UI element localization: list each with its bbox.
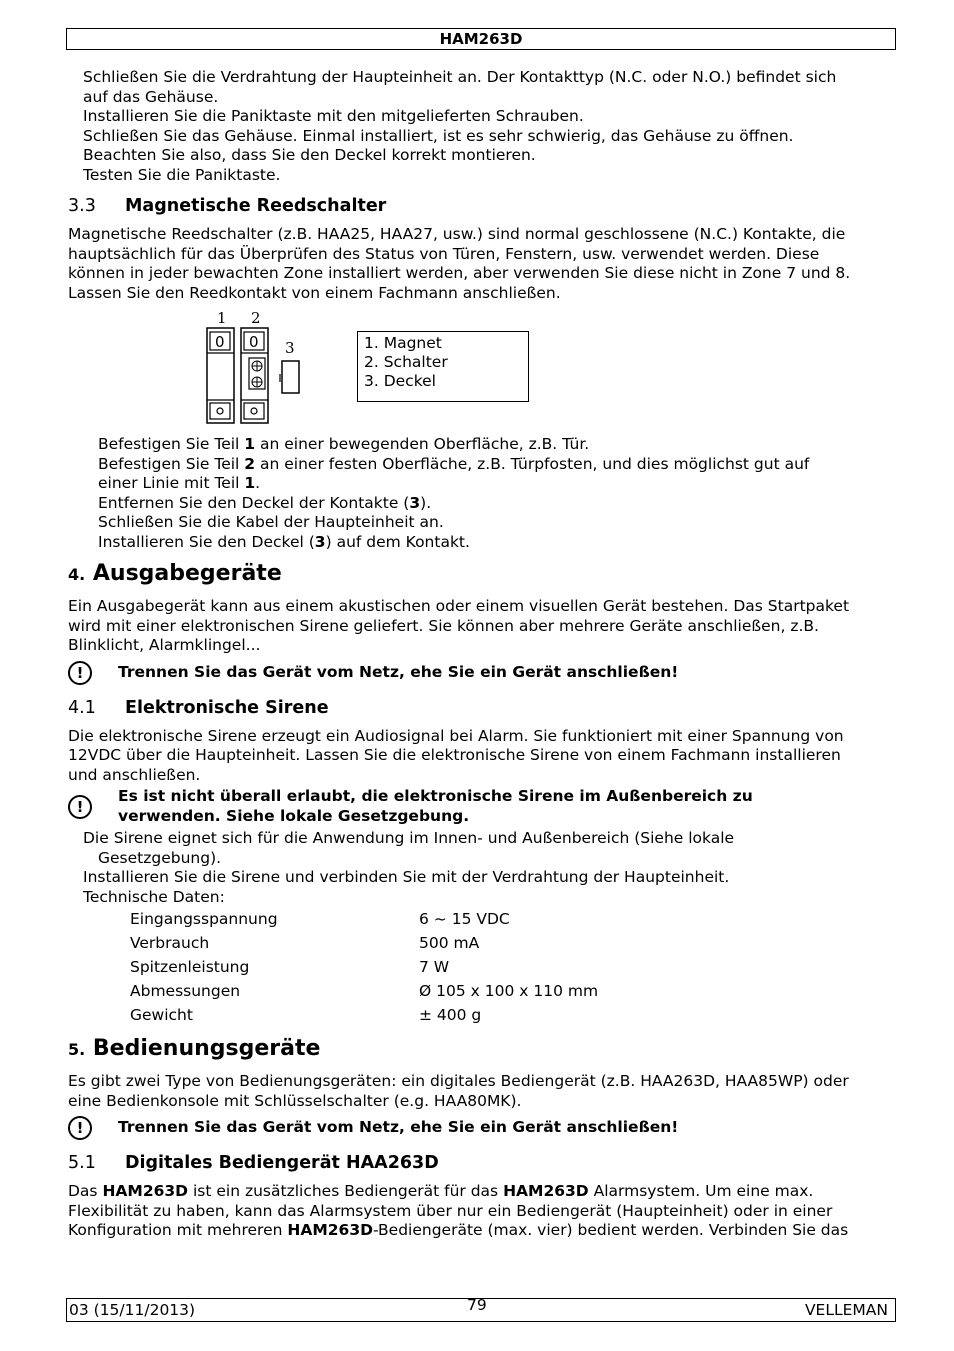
table-row: Spitzenleistung 7 W: [130, 958, 450, 976]
step-line: Befestigen Sie Teil 2 an einer festen Oberfläche, z.B. Türpfosten, und dies möglichst gut auf: [98, 454, 810, 473]
cover-part: [280, 361, 299, 393]
legend-item: 3. Deckel: [364, 372, 436, 390]
step-line: einer Linie mit Teil 1.: [98, 474, 261, 492]
section-heading-3-3: [68, 195, 890, 217]
body-line: hauptsächlich für das Überprüfen des Status von Türen, Fenstern, usw. verwendet werden. Diese: [68, 244, 820, 263]
part-label-3: 3: [285, 339, 295, 357]
intro-line: Installieren Sie die Paniktaste mit den mitgelieferten Schrauben.: [83, 107, 584, 125]
warning-notice: [68, 787, 890, 826]
section-heading-4: [68, 560, 890, 589]
section-heading-5-1: [68, 1152, 890, 1174]
body-line: Das HAM263D ist ein zusätzliches Bediengerät für das HAM263D Alarmsystem. Um eine max.: [68, 1182, 814, 1200]
body-line: und anschließen.: [68, 765, 201, 784]
body-line: Die elektronische Sirene erzeugt ein Audiosignal bei Alarm. Sie funktioniert mit einer Spannung von: [68, 726, 844, 745]
svg-text:0: 0: [249, 333, 259, 351]
section-body-5-1: [68, 1182, 890, 1241]
part-label-1: 1: [217, 310, 227, 327]
section-title: Bedienungsgeräte: [92, 1036, 321, 1061]
body-line: eine Bedienkonsole mit Schlüsselschalter (e.g. HAA80MK).: [68, 1091, 522, 1110]
section-number: 4.: [68, 565, 86, 584]
reed-switch-figure: [68, 310, 890, 435]
legend-item: 1. Magnet: [364, 334, 442, 352]
page-content: [68, 68, 890, 1241]
figure-legend: [357, 331, 529, 402]
intro-line: Beachten Sie also, dass Sie den Deckel korrekt montieren.: [83, 146, 536, 164]
body-line: Flexibilität zu haben, kann das Alarmsystem über nur ein Bediengerät (Haupteinheit) oder in einer: [68, 1201, 833, 1220]
intro-steps: [68, 68, 890, 185]
note-line: Installieren Sie die Sirene und verbinden Sie mit der Verdrahtung der Haupteinheit.: [83, 868, 730, 886]
warning-text: Trennen Sie das Gerät vom Netz, ehe Sie ein Gerät anschließen!: [118, 662, 679, 681]
page-number: 79: [467, 1296, 487, 1314]
body-line: Konfiguration mit mehreren HAM263D-Bediengeräte (max. vier) bedient werden. Verbinden Sie das: [68, 1221, 849, 1239]
body-line: Lassen Sie den Reedkontakt von einem Fachmann anschließen.: [68, 283, 561, 302]
intro-line: Testen Sie die Paniktaste.: [83, 165, 281, 184]
table-row: Gewicht ± 400 g: [130, 1006, 482, 1024]
warning-icon: !: [68, 1116, 92, 1140]
section-title: Ausgabegeräte: [92, 561, 282, 586]
warning-notice: [68, 1116, 890, 1140]
body-line: Ein Ausgabegerät kann aus einem akustischen oder einem visuellen Gerät bestehen. Das Startpaket: [68, 597, 850, 615]
step-line: Befestigen Sie Teil 1 an einer bewegenden Oberfläche, z.B. Tür.: [98, 435, 590, 453]
warning-text: Trennen Sie das Gerät vom Netz, ehe Sie ein Gerät anschließen!: [118, 1118, 679, 1136]
table-row: Abmessungen Ø 105 x 100 x 110 mm: [130, 982, 599, 1000]
warning-notice: [68, 661, 890, 685]
body-line: wird mit einer elektronischen Sirene geliefert. Sie können aber mehrere Geräte anschließen, z.B.: [68, 616, 819, 635]
section-title: Magnetische Reedschalter: [125, 196, 387, 216]
installation-steps: [68, 435, 890, 552]
intro-line: auf das Gehäuse.: [83, 87, 219, 106]
siren-notes: [68, 829, 890, 907]
part-label-2: 2: [251, 310, 261, 327]
table-row: Eingangsspannung 6 ~ 15 VDC: [130, 910, 510, 928]
switch-part: [241, 328, 268, 423]
note-line: Technische Daten:: [83, 887, 225, 906]
note-line: Die Sirene eignet sich für die Anwendung im Innen- und Außenbereich (Siehe lokale Gesetzgebung).: [83, 829, 735, 867]
footer-version: 03 (15/11/2013): [69, 1301, 196, 1319]
section-heading-4-1: [68, 697, 890, 719]
page-header: [66, 28, 896, 50]
section-title: Digitales Bediengerät HAA263D: [125, 1153, 439, 1173]
body-line: 12VDC über die Haupteinheit. Lassen Sie die elektronische Sirene von einem Fachmann installieren: [68, 746, 841, 764]
warning-icon: !: [68, 661, 92, 685]
warning-icon: !: [68, 795, 92, 819]
body-line: Blinklicht, Alarmklingel...: [68, 636, 261, 654]
svg-text:0: 0: [215, 333, 225, 351]
body-line: können in jeder bewachten Zone installiert werden, aber verwenden Sie diese nicht in Zone 7 und 8.: [68, 264, 851, 282]
spec-table: [130, 907, 598, 1027]
section-number: 5.1: [68, 1153, 96, 1173]
table-row: Verbrauch 500 mA: [130, 934, 480, 952]
warning-text: Es ist nicht überall erlaubt, die elektronische Sirene im Außenbereich zu verwenden. Siehe lokale Gesetzgebung.: [118, 787, 753, 825]
body-line: Es gibt zwei Type von Bedienungsgeräten: ein digitales Bediengerät (z.B. HAA263D, HAA85WP) oder: [68, 1072, 849, 1090]
section-body-5: [68, 1072, 890, 1111]
magnet-part: [207, 328, 234, 423]
step-line: Installieren Sie den Deckel (3) auf dem Kontakt.: [98, 532, 470, 551]
section-number: 3.3: [68, 196, 96, 216]
legend-item: 2. Schalter: [364, 353, 448, 371]
step-line: Entfernen Sie den Deckel der Kontakte (3).: [98, 493, 432, 512]
section-body-4-1: [68, 727, 890, 786]
section-body-4: [68, 597, 890, 656]
section-body-3-3: [68, 225, 890, 303]
body-line: Magnetische Reedschalter (z.B. HAA25, HAA27, usw.) sind normal geschlossene (N.C.) Kontakte, die: [68, 225, 846, 243]
section-title: Elektronische Sirene: [125, 697, 329, 718]
intro-line: Schließen Sie die Verdrahtung der Haupteinheit an. Der Kontakttyp (N.C. oder N.O.) befindet sich: [83, 68, 837, 86]
footer-brand: VELLEMAN: [804, 1301, 888, 1319]
section-heading-5: [68, 1035, 890, 1064]
intro-line: Schließen Sie das Gehäuse. Einmal installiert, ist es sehr schwierig, das Gehäuse zu öffnen.: [83, 126, 794, 145]
section-number: 4.1: [68, 697, 96, 718]
header-title: HAM263D: [439, 30, 523, 48]
section-number: 5.: [68, 1040, 86, 1059]
step-line: Schließen Sie die Kabel der Haupteinheit an.: [98, 513, 444, 531]
page-footer: [66, 1298, 896, 1322]
